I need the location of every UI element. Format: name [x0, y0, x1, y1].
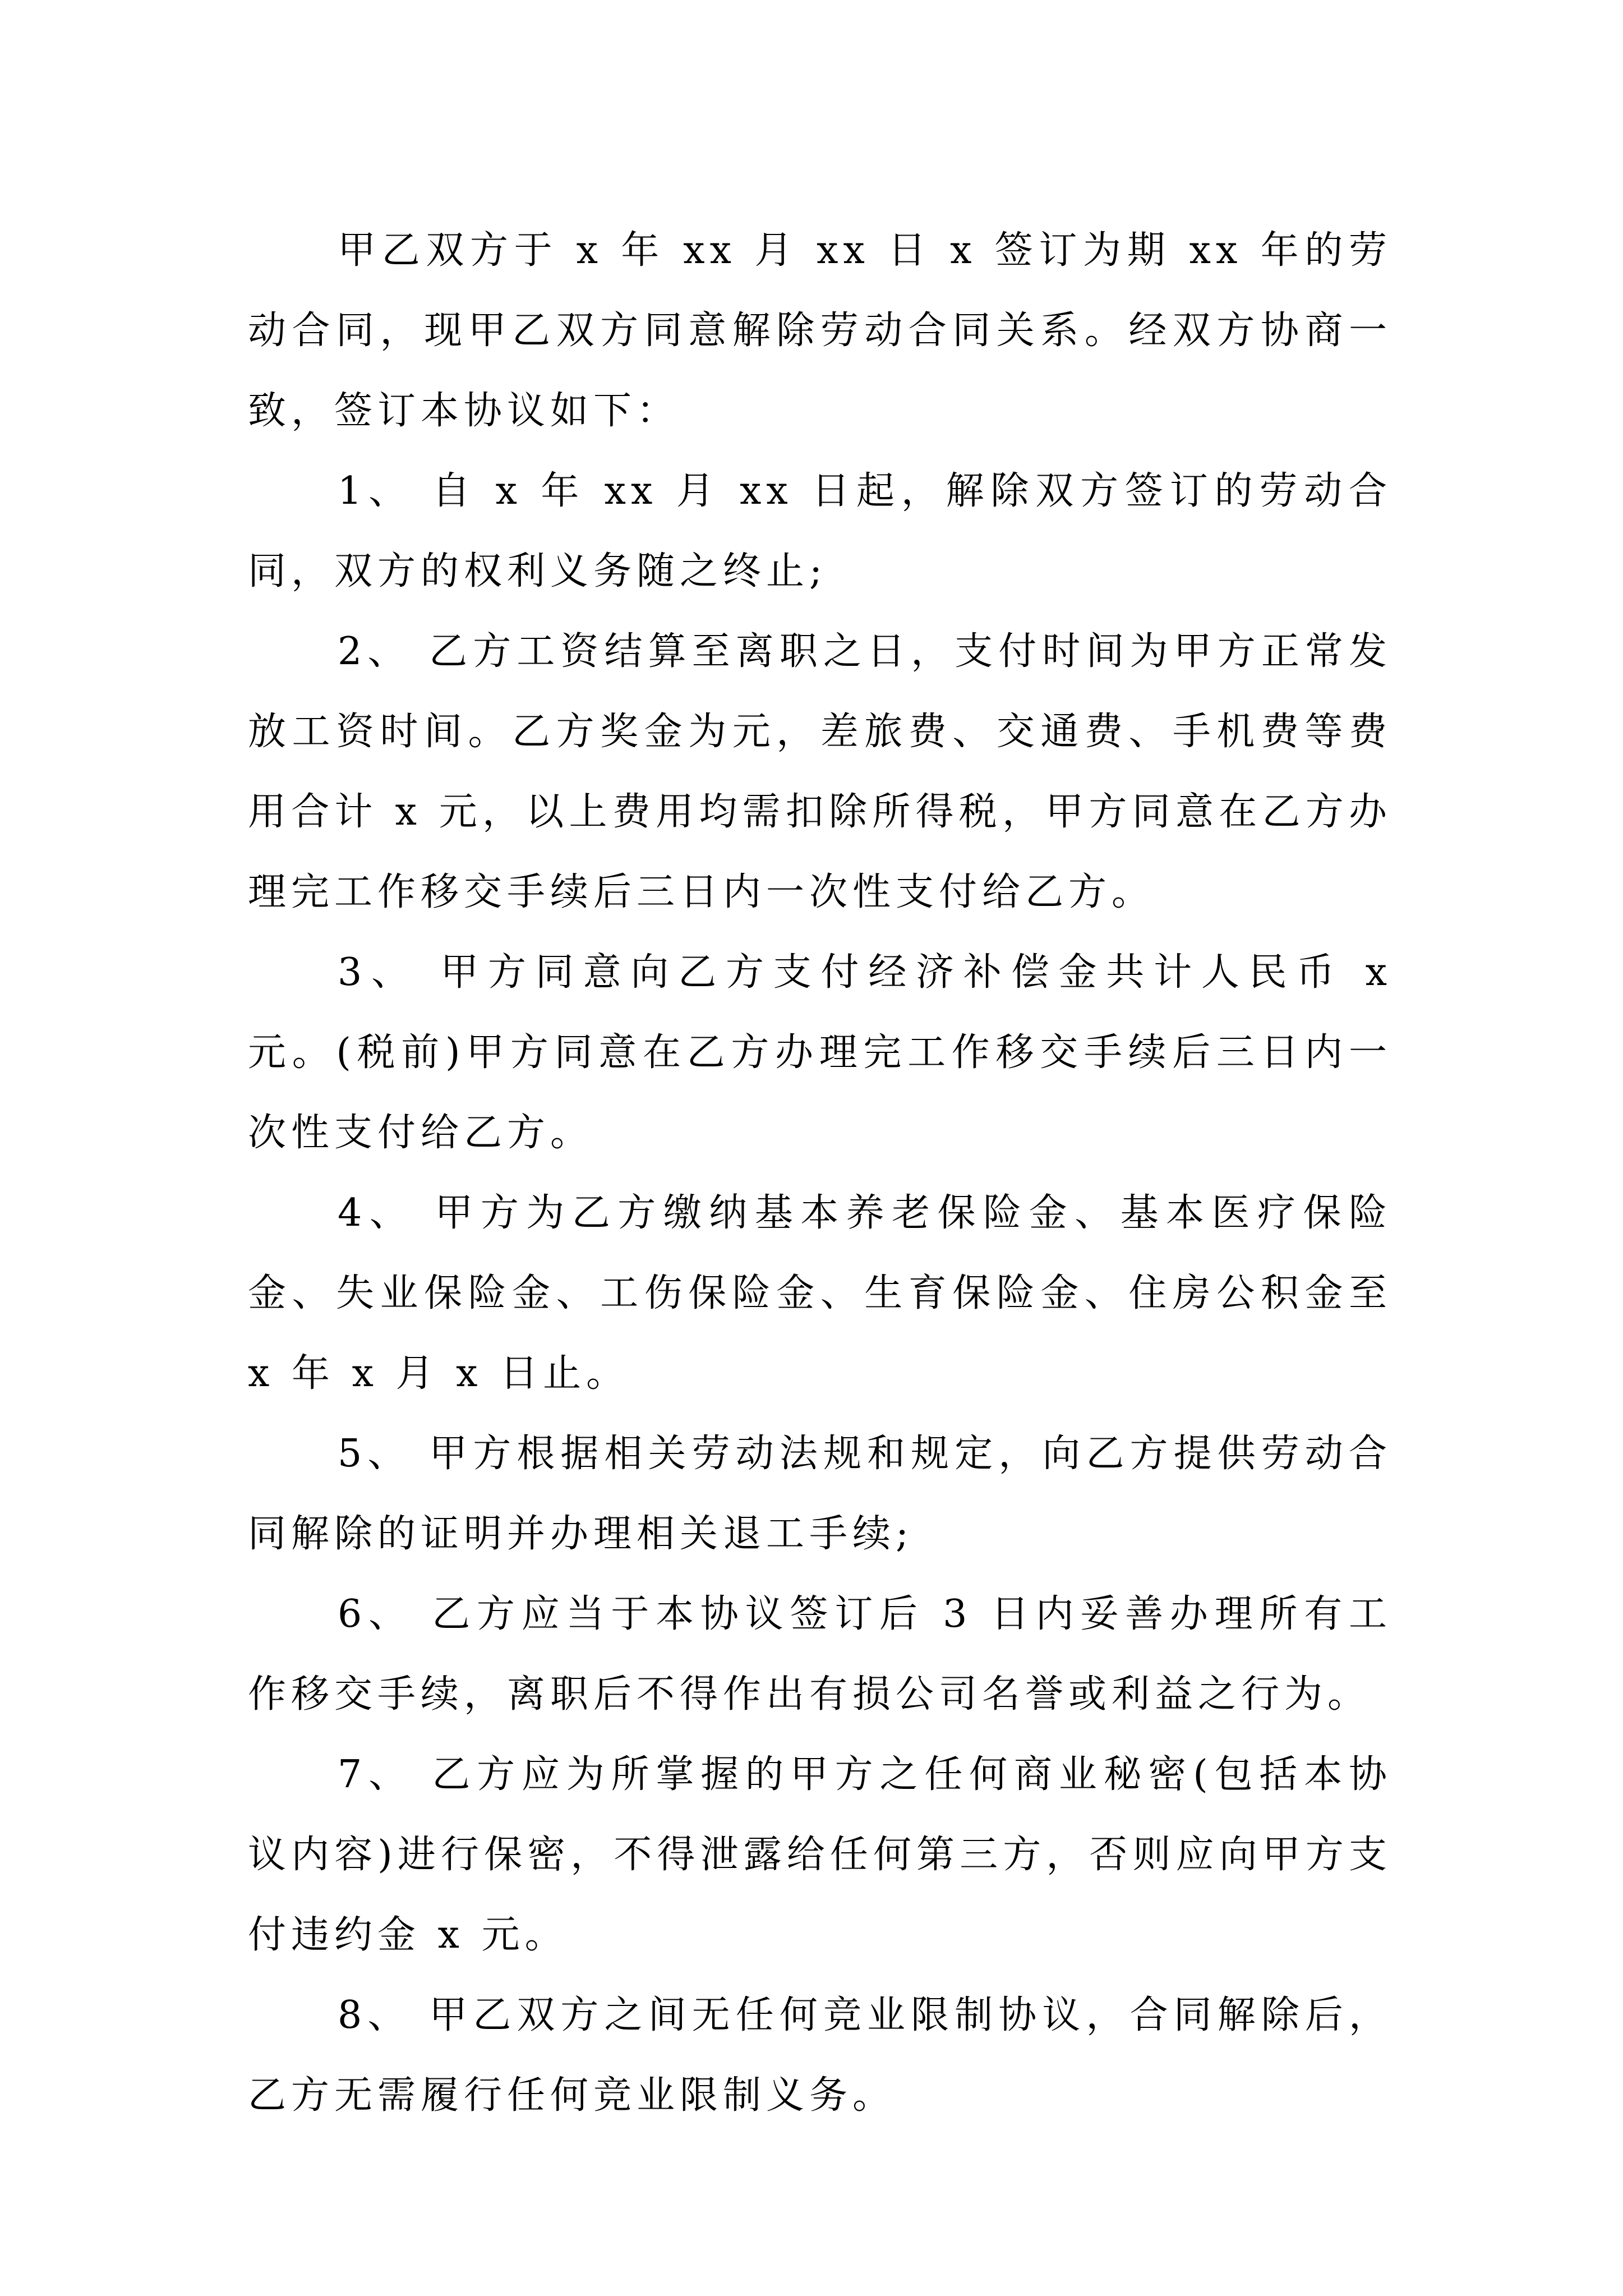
clause-number: 6、	[338, 1592, 413, 1636]
clause-5	[248, 1414, 1392, 1574]
clause-8	[248, 1975, 1392, 2136]
clause-number: 8、	[338, 1993, 412, 2037]
clause-text: 甲方同意向乙方支付经济补偿金共计人民币 x 元。(税前)甲方同意在乙方办理完工作移交手续后三日内一次性支付给乙方。	[248, 950, 1392, 1155]
clause-number: 4、	[338, 1191, 416, 1235]
clause-number: 2、	[338, 629, 412, 674]
clause-number: 5、	[338, 1432, 412, 1476]
clause-1	[248, 451, 1392, 611]
intro-text: 甲乙双方于 x 年 xx 月 xx 日 x 签订为期 xx 年的劳动合同，现甲乙双方同意解除劳动合同关系。经双方协商一致，签订本协议如下：	[248, 228, 1392, 433]
clause-7	[248, 1734, 1392, 1975]
clause-number: 3、	[338, 950, 419, 995]
clause-2	[248, 611, 1392, 932]
document-body	[248, 210, 1392, 2136]
clause-text: 甲乙双方之间无任何竞业限制协议，合同解除后，乙方无需履行任何竞业限制义务。	[248, 1993, 1392, 2118]
clause-3	[248, 932, 1392, 1173]
clause-text: 自 x 年 xx 月 xx 日起，解除双方签订的劳动合同，双方的权利义务随之终止;	[248, 469, 1392, 593]
clause-4	[248, 1173, 1392, 1414]
clause-text: 乙方应当于本协议签订后 3 日内妥善办理所有工作移交手续，离职后不得作出有损公司名誉或利益之行为。	[248, 1592, 1392, 1717]
clause-number: 1、	[338, 469, 413, 513]
clause-number: 7、	[338, 1752, 413, 1797]
clause-text: 乙方工资结算至离职之日，支付时间为甲方正常发放工资时间。乙方奖金为元，差旅费、交通费、手机费等费用合计 x 元，以上费用均需扣除所得税，甲方同意在乙方办理完工作移交手续后三日内一次性支付给乙方。	[248, 629, 1392, 914]
clause-text: 乙方应为所掌握的甲方之任何商业秘密(包括本协议内容)进行保密，不得泄露给任何第三方，否则应向甲方支付违约金 x 元。	[248, 1752, 1393, 1957]
clause-text: 甲方根据相关劳动法规和规定，向乙方提供劳动合同解除的证明并办理相关退工手续;	[248, 1432, 1392, 1556]
intro-paragraph	[248, 210, 1392, 451]
clause-text: 甲方为乙方缴纳基本养老保险金、基本医疗保险金、失业保险金、工伤保险金、生育保险金、住房公积金至 x 年 x 月 x 日止。	[248, 1191, 1392, 1396]
clause-6	[248, 1574, 1392, 1734]
